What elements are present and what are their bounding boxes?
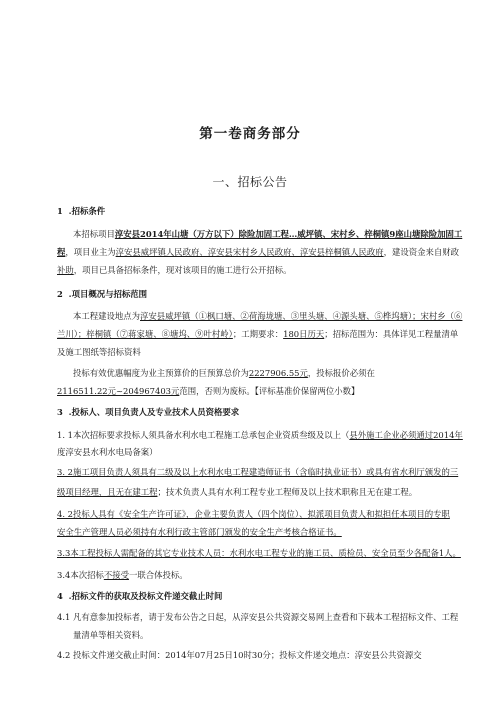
- paragraph-5-line-1: 3. 2施工项目负责人须具有二级及以上水利水电工程建造师证书（含临时执业证书）或具有省水利厅颁发的三: [57, 467, 459, 477]
- heading-4: 4 .招标文件的获取及投标文件递交截止时间: [57, 591, 223, 601]
- paragraph-8: 3.4本次招标不接受一联合体投标。: [57, 570, 188, 580]
- paragraph-4-line-1: 1. 1本次招标要求投标人须具备水利水电工程施工总承包企业资质叁级及以上（县外施工企业必须通过2014年: [57, 430, 463, 440]
- heading-3: 3 .投标人、项目负责人及专业技术人员资格要求: [57, 407, 240, 417]
- heading-2: 2 .项目概况与招标范围: [57, 289, 147, 299]
- paragraph-6-line-2: 安全生产管理人员必须持有水利行政主管部门颁发的安全生产考核合格证书。: [57, 527, 342, 537]
- paragraph-2-line-2: 兰川）；梓桐镇（⑦蒋家塘、⑧塘坞、⑨叶村岭）；工期要求：180日历天；招标范围为：具体详见工程量清单: [57, 329, 459, 339]
- paragraph-9-line-2: 量清单等相关资料。: [73, 630, 149, 640]
- paragraph-10: 4.2 投标文件递交截止时间：2014年07月25日10时30分；投标文件递交地点：淳安县公共资源交: [57, 650, 422, 660]
- volume-title: 第一卷商务部分: [199, 126, 301, 142]
- paragraph-2-line-1: 本工程建设地点为淳安县威坪镇（①枫口塘、②荷海垅塘、③里头塘、④源头塘、⑤桦坞塘）；宋村乡（⑥: [73, 311, 463, 321]
- paragraph-5-line-2: 级项目经理，且无在建工程；技术负责人具有水利工程专业工程师及以上技术职称且无在建工程。: [57, 487, 418, 497]
- paragraph-1-line-1: 本招标项目淳安县2014年山塘（万方以下）除险加固工程…威坪镇、宋村乡、梓桐镇9座山塘除险加固工: [73, 229, 463, 239]
- paragraph-3-line-2: 2116511.22元~204967403元范围，否则为废标。【评标基准价保留两位小数】: [57, 386, 360, 396]
- paragraph-7: 3.3本工程投标人需配备的其它专业技术人员：水利水电工程专业的施工员、质检员、安全员至少各配备1人。: [57, 548, 461, 558]
- section-title: 一、招标公告: [212, 175, 288, 189]
- paragraph-1-line-2: 程，项目业主为淳安县威坪镇人民政府、淳安县宋村乡人民政府、淳安县梓桐镇人民政府，建设资金来自财政: [57, 247, 459, 257]
- paragraph-2-line-3: 及施工图纸等招标资料: [57, 347, 141, 357]
- paragraph-9-line-1: 4.1 凡有意参加投标者，请于发布公告之日起，从淳安县公共资源交易网上查看和下载本工程招标文件、工程: [57, 612, 459, 622]
- paragraph-3-line-1: 投标有效优惠幅度为业主预算价的巨预算总价为2227906.55元，投标报价必须在: [73, 368, 375, 378]
- paragraph-6-line-1: 4. 2投标人具有《安全生产许可证》，企业主要负责人（四个岗位）、拟派项目负责人和拟担任本项目的专职: [57, 509, 450, 519]
- heading-1: 1 .招标条件: [57, 206, 106, 216]
- paragraph-1-line-3: 补助，项目已具备招标条件，现对该项目的施工进行公开招标。: [57, 265, 292, 275]
- paragraph-4-line-2: 度淳安县水利水电局备案）: [57, 447, 158, 457]
